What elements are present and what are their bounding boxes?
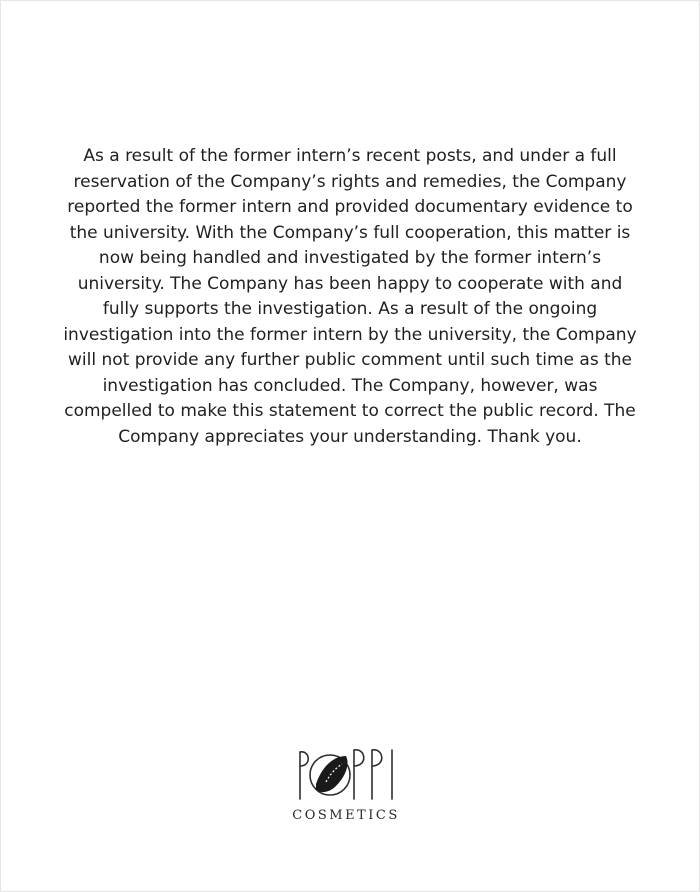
brand-logo: [285, 744, 411, 832]
poppi-logo-icon: [288, 744, 400, 802]
statement-text: As a result of the former intern’s recent posts, and under a full reservation of the Company’s rights and remedies, the Company reported the former intern and provided documentary evidence to the university. With the Company’s full cooperation, this matter is now being handled and investigated by the former intern’s university. The Company has been happy to cooperate with and fully supports the investigation. As a result of the ongoing investigation into the former intern by the university, the Company will not provide any further public comment until such time as the investigation has concluded. The Company, however, was compelled to make this statement to correct the public record. The Company appreciates your understanding. Thank you.: [63, 146, 637, 447]
logo-wordmark: COSMETICS: [292, 808, 400, 823]
